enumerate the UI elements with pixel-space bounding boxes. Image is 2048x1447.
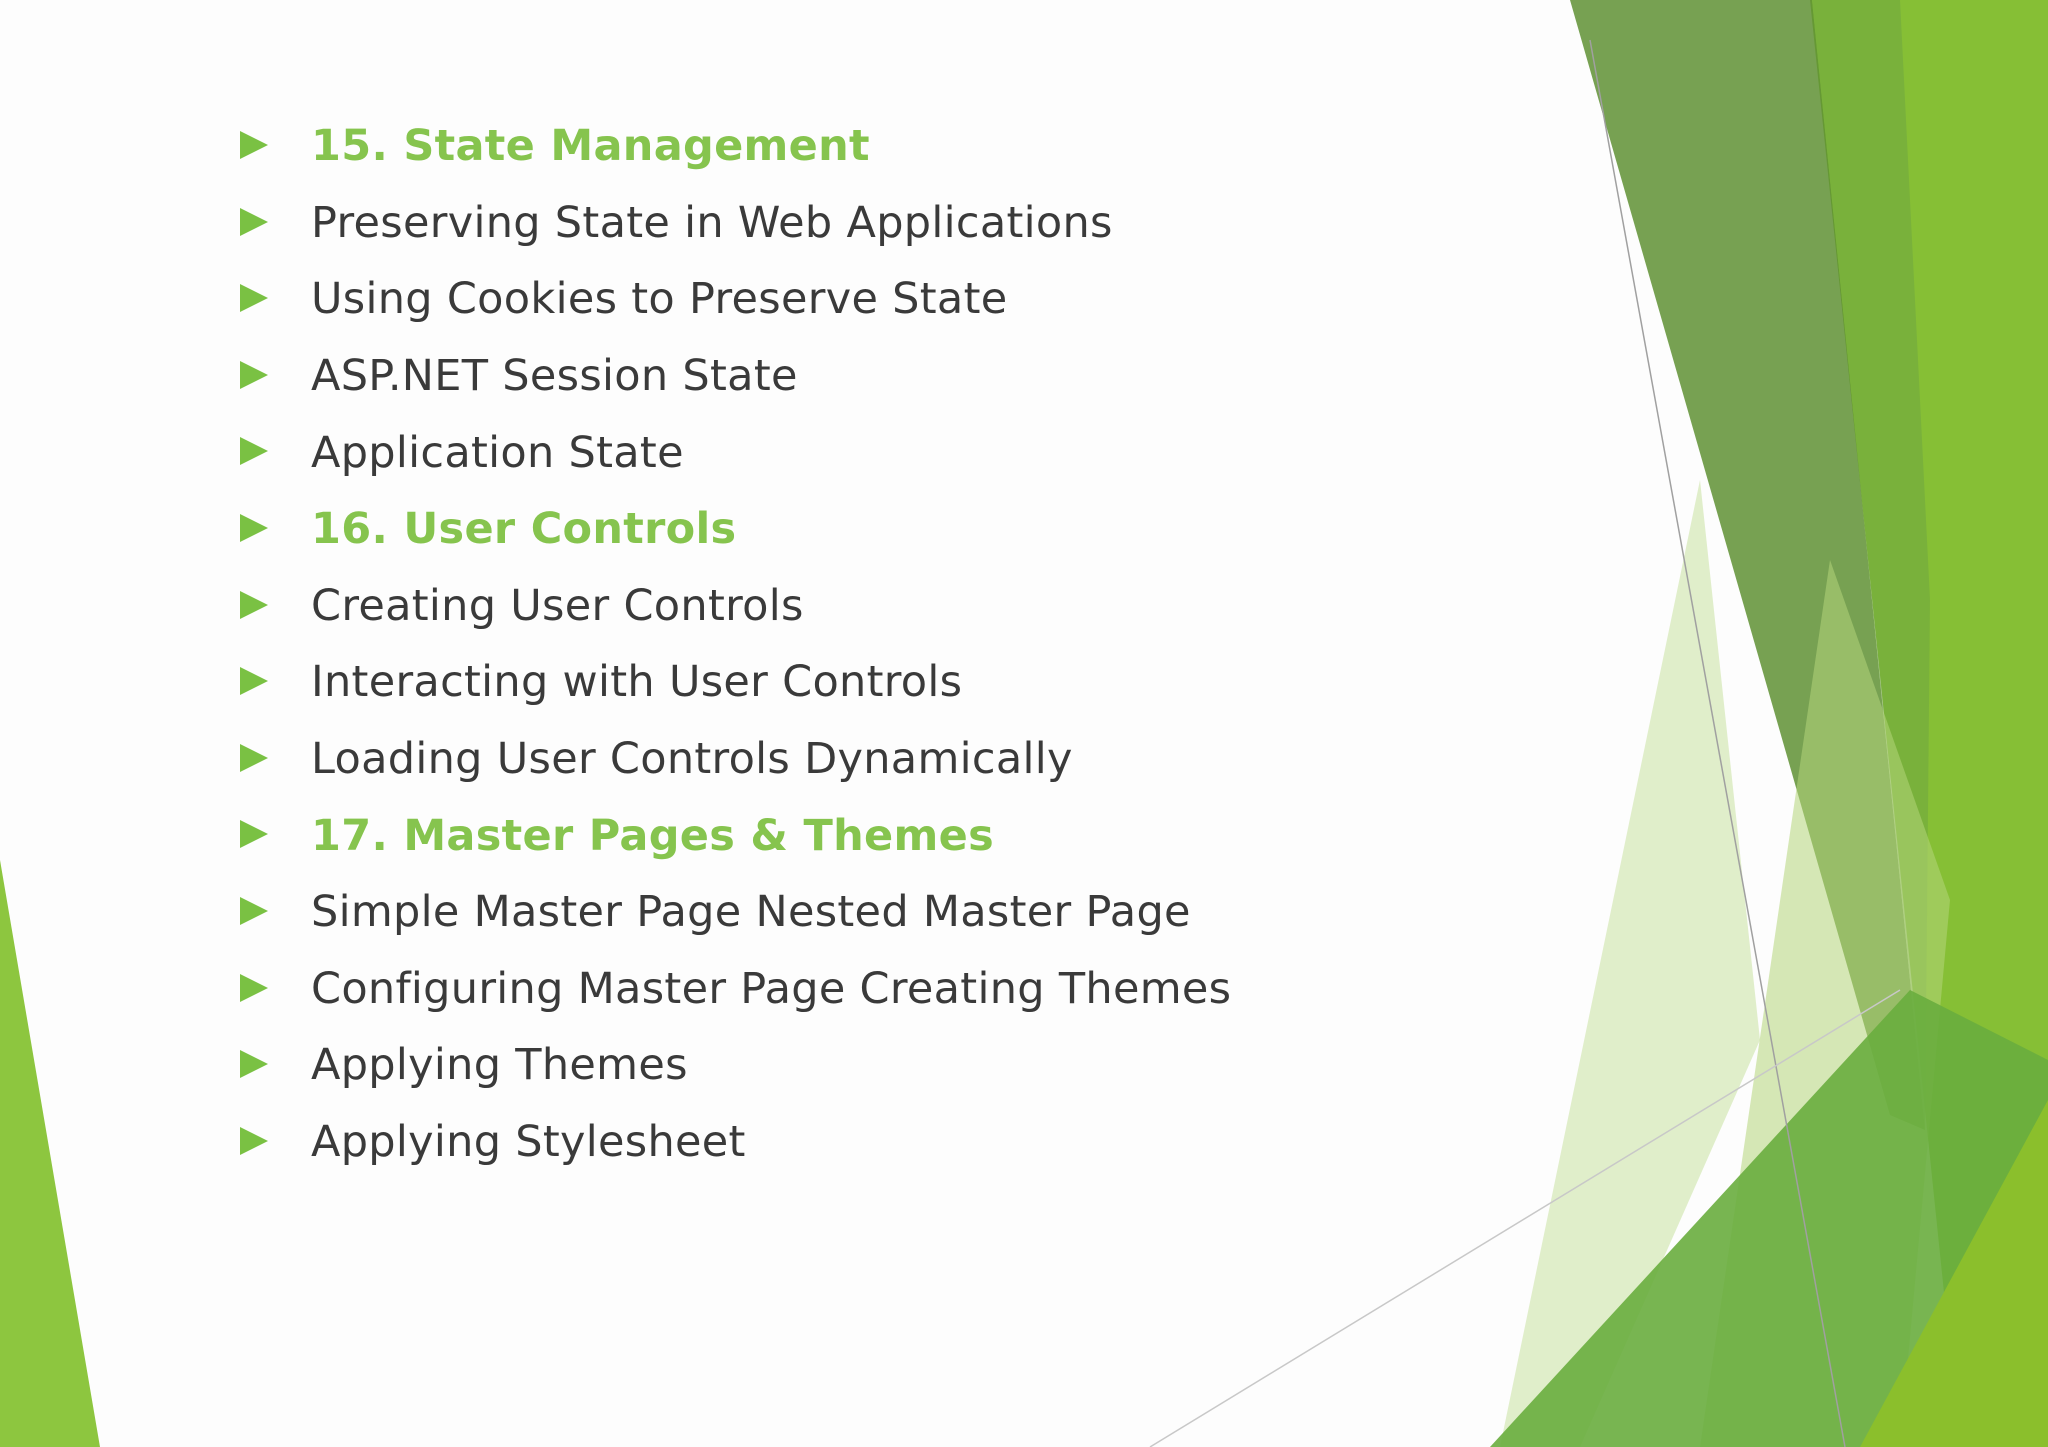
bullet-text: Application State <box>311 427 684 478</box>
bullet-text: 17. Master Pages & Themes <box>311 810 994 861</box>
bullet-text: Interacting with User Controls <box>311 657 963 708</box>
bullet-item-heading <box>240 108 1231 185</box>
triangle-right-icon <box>240 667 268 695</box>
triangle-right-icon <box>240 284 268 312</box>
triangle-right-icon <box>240 744 268 772</box>
bullet-text: Applying Stylesheet <box>311 1117 746 1168</box>
bullet-item <box>240 1027 1231 1104</box>
bullet-item <box>240 951 1231 1028</box>
bullet-item <box>240 185 1231 262</box>
triangle-right-icon <box>240 591 268 619</box>
left-green-shape <box>0 860 100 1447</box>
bullet-text: Configuring Master Page Creating Themes <box>311 963 1232 1014</box>
bullet-item <box>240 721 1231 798</box>
slide-bullet-list <box>240 108 1231 1180</box>
bullet-item <box>240 644 1231 721</box>
triangle-right-icon <box>240 897 268 925</box>
bullet-text: 15. State Management <box>311 121 870 172</box>
bullet-item-heading <box>240 797 1231 874</box>
bullet-item <box>240 1104 1231 1181</box>
bullet-text: Simple Master Page Nested Master Page <box>311 887 1191 938</box>
bullet-text: Preserving State in Web Applications <box>311 197 1113 248</box>
triangle-right-icon <box>240 820 268 848</box>
triangle-right-icon <box>240 131 268 159</box>
triangle-right-icon <box>240 361 268 389</box>
bullet-item <box>240 338 1231 415</box>
triangle-right-icon <box>240 437 268 465</box>
bullet-text: ASP.NET Session State <box>311 351 798 402</box>
bullet-item <box>240 874 1231 951</box>
bullet-item <box>240 568 1231 645</box>
bullet-item <box>240 414 1231 491</box>
bullet-text: Applying Themes <box>311 1040 688 1091</box>
bullet-text: Using Cookies to Preserve State <box>311 274 1008 325</box>
triangle-right-icon <box>240 1050 268 1078</box>
bullet-text: Loading User Controls Dynamically <box>311 734 1073 785</box>
triangle-right-icon <box>240 208 268 236</box>
bullet-item <box>240 261 1231 338</box>
triangle-right-icon <box>240 1127 268 1155</box>
triangle-right-icon <box>240 514 268 542</box>
bullet-text: Creating User Controls <box>311 580 804 631</box>
bullet-text: 16. User Controls <box>311 504 737 555</box>
bullet-item-heading <box>240 491 1231 568</box>
triangle-right-icon <box>240 974 268 1002</box>
